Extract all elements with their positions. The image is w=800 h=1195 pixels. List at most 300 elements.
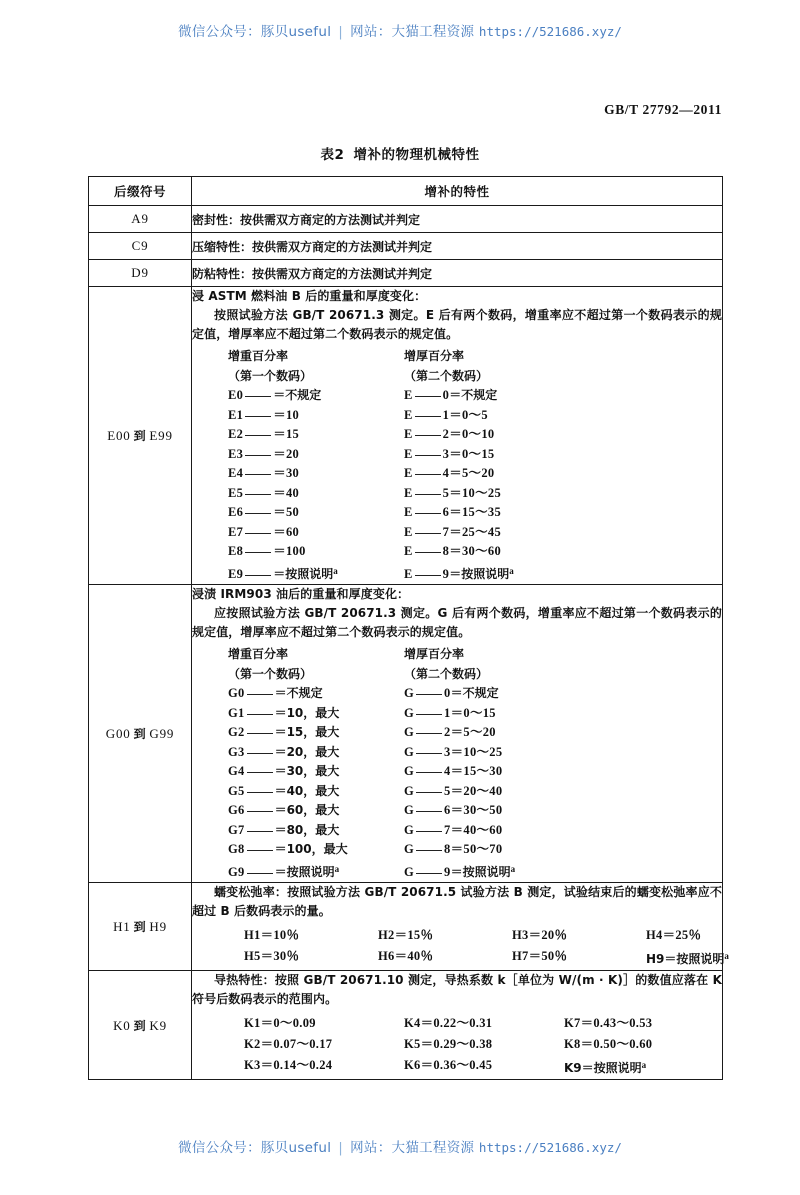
row-code-g-mid: 到 [133,727,147,741]
e-right-digit: 7 [442,524,450,539]
g-right-prefix: G [404,842,415,856]
row-code-k-suffix: K9 [149,1017,167,1033]
g-left-item-3 [228,743,404,763]
blank-underline [416,811,442,812]
watermark-wechat-label: 微信公众号： [178,1140,261,1156]
h-value-grid [244,925,730,970]
watermark-site-name: 大猫工程资源 [391,24,475,40]
e-right-item-0 [404,386,580,406]
g-right-item-5 [404,782,580,802]
e-intro-line2: 按照试验方法 GB/T 20671.3 测定。E 后有两个数码，增重率应不超过第一个数码表示的规定值，增厚率应不超过第二个数码表示的规定值。 [192,308,722,341]
k-cell-k9 [564,1055,724,1079]
e-right-item-4 [404,464,580,484]
g-left-prefix: G0 [228,686,245,700]
g-left-item-7 [228,821,404,841]
row-code-h-mid: 到 [133,920,147,934]
g-right-item-1 [404,704,580,724]
k-cell-k8: K8＝0.50～0.60 [564,1037,653,1051]
e-left-head1: 增重百分率 [228,349,289,363]
g-right-item-9 [404,860,580,883]
e-left-prefix: E3 [228,446,244,461]
row-code-e-mid: 到 [133,429,147,443]
g-right-value: ＝0～15 [450,705,496,720]
g-left-head1: 增重百分率 [228,647,289,661]
e-item-row [228,562,722,585]
k-cell-k6: K6＝0.36～0.45 [404,1058,493,1072]
blank-underline [247,873,273,874]
e-right-digit: 6 [442,505,450,519]
k-cell-k9-text: K9＝按照说明 [564,1061,642,1075]
e-left-prefix: E8 [228,544,244,558]
e-item-row [228,445,722,465]
g-right-item-6 [404,801,580,821]
e-left-value: ＝15 [273,427,300,441]
blank-underline [415,494,441,495]
e-left-value: ＝按照说明 [273,566,334,581]
g-right-digit: 2 [444,725,451,739]
row-code-k-mid: 到 [133,1018,147,1033]
row-code-a9: A9 [89,206,192,233]
blank-underline [245,455,271,456]
g-right-digit: 1 [444,705,451,720]
e-left-value: ＝40 [273,485,300,500]
e-left-item-1 [228,406,404,426]
g-heads-row2 [228,665,722,685]
g-right-prefix: G [404,803,415,817]
g-right-prefix: G [404,725,415,739]
g-left-prefix: G6 [228,803,245,817]
h-grid-row [244,946,730,970]
e-right-item-5 [404,484,580,504]
h-cell-h3: H3＝20％ [512,928,568,942]
g-left-prefix: G5 [228,783,245,798]
row-desc-e00-e99 [192,287,723,585]
h-cell-h2: H2＝15％ [378,928,434,942]
table-row [89,206,723,233]
watermark-site-label: 网站： [350,1140,392,1156]
k-grid-row [244,1034,722,1055]
k-grid-row [244,1013,722,1034]
e-left-item-3 [228,445,404,465]
header-suffix-symbol: 后缀符号 [89,177,192,206]
e-left-prefix: E4 [228,466,244,480]
g-left-value: ＝60，最大 [274,803,340,817]
e-right-value: ＝5～20 [449,466,495,480]
row-desc-c9: 压缩特性：按供需双方商定的方法测试并判定 [192,233,723,260]
g-right-digit: 9 [444,864,451,879]
h-cell-h9 [646,946,780,970]
k-cell-k2: K2＝0.07～0.17 [244,1037,333,1051]
row-code-k0-k9 [89,971,192,1080]
blank-underline [415,396,441,397]
g-right-digit: 5 [444,783,451,798]
g-left-value: ＝不规定 [274,686,323,700]
e-right-prefix: E [404,566,413,581]
e-right-prefix: E [404,485,413,500]
header-supplementary-property: 增补的特性 [192,177,723,206]
table-row [89,883,723,971]
blank-underline [415,533,441,534]
g-left-item-9 [228,860,404,883]
table-row [89,233,723,260]
e-right-value: ＝30～60 [449,544,502,558]
e-right-value: ＝按照说明 [449,566,510,581]
g-left-prefix: G7 [228,822,245,837]
g-right-item-4 [404,762,580,782]
row-code-c9: C9 [89,233,192,260]
blank-underline [247,772,273,773]
e-item-row [228,484,722,504]
g-item-row [228,801,722,821]
e-right-prefix: E [404,544,413,558]
blank-underline [247,733,273,734]
caption-number: 2 [334,147,345,163]
g-left-head2: （第一个数码） [228,666,313,681]
row-code-e-suffix: E99 [149,428,173,443]
g-item-row [228,704,722,724]
e-right-digit: 0 [442,388,450,402]
e-right-digit: 3 [442,446,450,461]
g-left-prefix: G8 [228,842,245,856]
caption-label: 表 [320,147,335,163]
e-left-prefix: E9 [228,566,244,581]
blank-underline [247,714,273,715]
blank-underline [245,513,271,514]
blank-underline [416,772,442,773]
blank-underline [245,494,271,495]
g-left-item-1 [228,704,404,724]
e-right-prefix: E [404,427,413,441]
blank-underline [416,831,442,832]
blank-underline [415,416,441,417]
blank-underline [245,533,271,534]
g-right-item-0 [404,684,580,704]
blank-underline [247,694,273,695]
blank-underline [416,792,442,793]
e-left-prefix: E5 [228,485,244,500]
g-item-row [228,743,722,763]
e-right-head1: 增厚百分率 [404,349,465,363]
g-right-digit: 7 [444,822,451,837]
footnote-marker: a [334,863,340,874]
g-item-row [228,840,722,860]
e-item-row [228,406,722,426]
e-left-value: ＝30 [273,466,300,480]
blank-underline [416,733,442,734]
footnote-marker: a [509,565,515,576]
standard-number: GB/T 27792—2011 [604,102,722,117]
e-right-prefix: E [404,446,413,461]
row-desc-h1-h9 [192,883,730,971]
g-left-prefix: G4 [228,764,245,778]
g-left-item-0 [228,684,404,704]
blank-underline [415,513,441,514]
g-left-item-5 [228,782,404,802]
g-right-prefix: G [404,864,415,879]
e-right-item-8 [404,542,580,562]
e-right-prefix: E [404,524,413,539]
row-desc-a9: 密封性：按供需双方商定的方法测试并判定 [192,206,723,233]
blank-underline [416,753,442,754]
g-left-prefix: G1 [228,705,245,720]
watermark-bottom [0,1136,800,1156]
e-left-item-9 [228,562,404,585]
g-left-prefix: G9 [228,864,245,879]
g-right-prefix: G [404,822,415,837]
blank-underline [416,714,442,715]
row-code-g00-g99 [89,585,192,883]
g-right-value: ＝20～40 [450,783,503,798]
e-left-item-8 [228,542,404,562]
row-code-h1-h9 [89,883,192,971]
e-left-head2: （第一个数码） [228,368,313,383]
e-right-item-2 [404,425,580,445]
row-code-g-suffix: G99 [149,726,175,741]
e-right-item-9 [404,562,580,585]
g-right-digit: 0 [444,686,451,700]
e-left-item-4 [228,464,404,484]
e-left-value: ＝100 [273,544,306,558]
g-left-value: ＝10，最大 [274,705,340,720]
g-right-value: ＝50～70 [450,842,503,856]
watermark-wechat-name: 豚贝useful [260,24,332,40]
watermark-url: https://521686.xyz/ [478,24,622,39]
g-right-value: ＝40～60 [450,822,503,837]
g-left-value: ＝30，最大 [274,764,340,778]
footnote-marker: a [641,1060,647,1070]
blank-underline [245,575,271,576]
watermark-wechat-name: 豚贝useful [260,1140,332,1156]
e-heads-row2 [228,367,722,387]
row-code-e-prefix: E00 [107,428,131,443]
e-item-row [228,425,722,445]
e-right-prefix: E [404,388,413,402]
g-right-prefix: G [404,764,415,778]
g-right-value: ＝15～30 [450,764,503,778]
g-right-digit: 4 [444,764,451,778]
g-right-item-3 [404,743,580,763]
e-right-digit: 8 [442,544,450,558]
blank-underline [415,552,441,553]
h-intro: 蠕变松弛率：按照试验方法 GB/T 20671.5 试验方法 B 测定，试验结束后的蠕变松弛率应不超过 B 后数码表示的量。 [192,885,722,918]
blank-underline [416,694,442,695]
blank-underline [247,831,273,832]
table-row [89,260,723,287]
e-right-value: ＝不规定 [449,388,498,402]
table-header-row [89,177,723,206]
k-cell-k4: K4＝0.22～0.31 [404,1016,493,1030]
g-left-prefix: G3 [228,744,245,759]
table-caption [0,143,800,163]
blank-underline [247,811,273,812]
g-right-value: ＝按照说明 [450,864,511,879]
g-right-digit: 6 [444,803,451,817]
e-left-value: ＝60 [273,524,300,539]
e-item-row [228,523,722,543]
g-right-prefix: G [404,783,415,798]
blank-underline [415,575,441,576]
e-left-item-6 [228,503,404,523]
h-cell-h1: H1＝10％ [244,928,300,942]
g-digit-lists [228,645,722,882]
blank-underline [247,792,273,793]
e-right-digit: 2 [442,427,450,441]
h-grid-row [244,925,722,946]
g-right-prefix: G [404,744,415,759]
g-item-row [228,860,722,883]
g-item-row [228,723,722,743]
g-left-value: ＝40，最大 [274,783,340,798]
k-grid-row [244,1055,722,1079]
g-left-value: ＝15，最大 [274,725,340,739]
e-left-prefix: E2 [228,427,244,441]
blank-underline [416,873,442,874]
e-left-item-2 [228,425,404,445]
k-value-grid [244,1013,722,1079]
blank-underline [416,850,442,851]
g-right-value: ＝5～20 [450,725,496,739]
g-item-row [228,782,722,802]
e-right-item-1 [404,406,580,426]
g-right-head2: （第二个数码） [404,666,489,681]
e-item-row [228,503,722,523]
blank-underline [245,474,271,475]
watermark-separator: | [338,24,344,40]
e-left-value: ＝20 [273,446,300,461]
k-intro: 导热特性：按照 GB/T 20671.10 测定，导热系数 k［单位为 W/(m · K)］的数值应落在 K 符号后数码表示的范围内。 [192,973,722,1006]
e-right-value: ＝0～10 [449,427,495,441]
blank-underline [247,753,273,754]
g-right-item-2 [404,723,580,743]
blank-underline [245,416,271,417]
blank-underline [415,474,441,475]
h-cell-h7: H7＝50％ [512,949,568,963]
caption-title: 增补的物理机械特性 [353,147,480,163]
g-left-item-2 [228,723,404,743]
g-right-prefix: G [404,686,415,700]
e-right-value: ＝15～35 [449,505,502,519]
e-left-item-0 [228,386,404,406]
e-right-value: ＝0～5 [449,407,488,422]
row-desc-g00-g99 [192,585,723,883]
g-left-value: ＝20，最大 [274,744,340,759]
watermark-wechat-label: 微信公众号： [178,24,261,40]
e-right-digit: 9 [442,566,450,581]
table-row [89,971,723,1080]
g-right-item-7 [404,821,580,841]
watermark-url: https://521686.xyz/ [478,1140,622,1155]
e-left-prefix: E1 [228,407,244,422]
footnote-marker: a [724,951,730,961]
row-code-h-suffix: H9 [149,919,167,934]
row-desc-k0-k9 [192,971,723,1080]
g-right-digit: 3 [444,744,451,759]
table-row [89,287,723,585]
row-code-h-prefix: H1 [113,919,131,934]
g-right-value: ＝30～50 [450,803,503,817]
g-right-value: ＝10～25 [450,744,503,759]
row-code-k-prefix: K0 [113,1017,131,1033]
e-right-prefix: E [404,407,413,422]
supplementary-properties-table [88,176,730,1080]
e-intro-line1: 浸 ASTM 燃料油 B 后的重量和厚度变化： [192,289,427,303]
g-left-prefix: G2 [228,725,245,739]
g-intro-line1: 浸渍 IRM903 油后的重量和厚度变化： [192,587,410,601]
h-cell-h4: H4＝25％ [646,928,702,942]
blank-underline [245,435,271,436]
e-item-row [228,464,722,484]
g-right-digit: 8 [444,842,451,856]
g-right-item-8 [404,840,580,860]
e-right-digit: 5 [442,485,450,500]
table-row [89,585,723,883]
g-right-prefix: G [404,705,415,720]
g-left-item-8 [228,840,404,860]
e-right-prefix: E [404,505,413,519]
e-item-row [228,542,722,562]
g-left-value: ＝100，最大 [274,842,348,856]
g-left-value: ＝按照说明 [274,864,335,879]
footnote-marker: a [333,565,339,576]
e-digit-lists [228,347,722,584]
e-left-prefix: E0 [228,388,244,402]
g-right-value: ＝不规定 [450,686,499,700]
blank-underline [415,455,441,456]
g-left-value: ＝80，最大 [274,822,340,837]
e-item-row [228,386,722,406]
e-right-value: ＝10～25 [449,485,502,500]
e-right-value: ＝0～15 [449,446,495,461]
e-right-item-6 [404,503,580,523]
g-left-item-4 [228,762,404,782]
e-left-item-5 [228,484,404,504]
e-right-item-7 [404,523,580,543]
e-right-prefix: E [404,466,413,480]
g-item-row [228,762,722,782]
watermark-site-name: 大猫工程资源 [391,1140,475,1156]
e-left-value: ＝50 [273,505,300,519]
watermark-top [0,20,800,40]
k-cell-k7: K7＝0.43～0.53 [564,1016,653,1030]
e-left-prefix: E6 [228,505,244,519]
h-cell-h9-text: H9＝按照说明 [646,952,725,966]
g-item-row [228,684,722,704]
e-left-prefix: E7 [228,524,244,539]
g-item-row [228,821,722,841]
e-right-value: ＝25～45 [449,524,502,539]
e-right-digit: 1 [442,407,450,422]
e-heads-row1 [228,347,722,367]
row-code-e00-e99 [89,287,192,585]
blank-underline [245,552,271,553]
g-heads-row1 [228,645,722,665]
k-cell-k5: K5＝0.29～0.38 [404,1037,493,1051]
e-right-digit: 4 [442,466,450,480]
row-desc-d9: 防粘特性：按供需双方商定的方法测试并判定 [192,260,723,287]
h-cell-h5: H5＝30％ [244,949,300,963]
e-left-value: ＝10 [273,407,300,422]
g-intro-line2: 应按照试验方法 GB/T 20671.3 测定。G 后有两个数码，增重率应不超过第一个数码表示的规定值，增厚率应不超过第二个数码表示的规定值。 [192,606,722,639]
e-right-item-3 [404,445,580,465]
e-left-value: ＝不规定 [273,388,322,402]
k-cell-k1: K1＝0～0.09 [244,1016,316,1030]
h-cell-h6: H6＝40％ [378,949,434,963]
row-code-g-prefix: G00 [105,726,131,741]
k-cell-k3: K3＝0.14～0.24 [244,1058,333,1072]
blank-underline [247,850,273,851]
row-code-d9: D9 [89,260,192,287]
e-right-head2: （第二个数码） [404,368,489,383]
